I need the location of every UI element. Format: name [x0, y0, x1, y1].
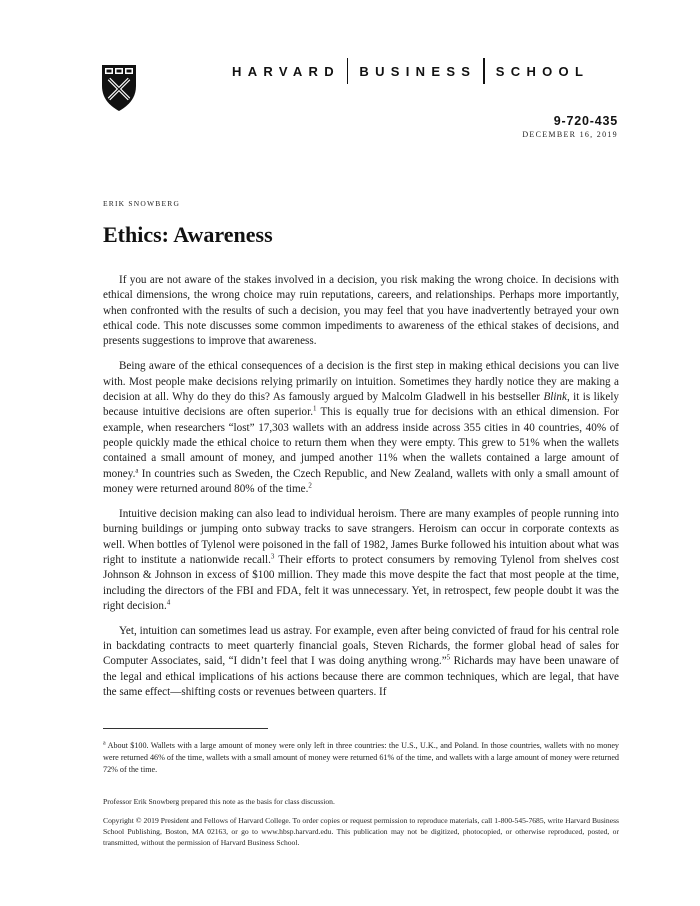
body-paragraph: [103, 273, 619, 350]
masthead-word-2: BUSINESS: [359, 63, 477, 79]
footnote: [103, 740, 619, 776]
footnote-reference: 1: [313, 404, 317, 413]
footnote-reference: a: [135, 465, 139, 474]
footnote-marker: a: [103, 740, 106, 747]
paragraph-text: Richards may have been unaware of the legal and ethical implications of his actions because there are common techniques, which are legal, that have the same effect—shifting costs or revenues between quarters. If: [103, 655, 619, 699]
footnote-reference: 3: [270, 552, 275, 561]
paragraph-text: , it is likely because intuitive decisions are often superior.: [103, 390, 619, 419]
masthead-word-1: HARVARD: [232, 63, 340, 79]
italic-title: Blink: [543, 390, 567, 403]
body-paragraph: [103, 507, 619, 614]
author-name: ERIK SNOWBERG: [103, 199, 181, 208]
body-paragraph: [103, 359, 619, 497]
paragraph-text: If you are not aware of the stakes involved in a decision, you risk making the wrong choice. In decisions with ethical dimensions, the wrong choice may ruin reputations, careers, and relationships. Perhaps more importantly, when confronted with the results of such a decision, you may feel that you have inadvertently betrayed your own ethical code. This note discusses some common impediments to awareness of the ethical stakes of decisions, and presents suggestions to improve that awareness.: [103, 274, 619, 348]
masthead-divider: [483, 58, 485, 84]
document-date: DECEMBER 16, 2019: [522, 130, 618, 139]
paragraph-text: Being aware of the ethical consequences of a decision is the first step in making ethical decisions you can live with. Most people make decisions relying primarily on intuition. Sometimes they hardly notice they are making a decision at all. Why do they do this? As famously argued by Malcolm Gladwell in his bestseller: [103, 360, 619, 403]
paragraph-text: Yet, intuition can sometimes lead us astray. For example, even after being convicted of fraud for his central role in backdating contracts to meet quarterly financial goals, Steven Richards, the former global head of sales for Computer Associates, said, “I didn’t feel that I was doing anything wrong.”: [103, 624, 619, 668]
footnote-reference: 5: [446, 653, 451, 662]
document-number: 9-720-435: [553, 114, 618, 128]
masthead: [232, 58, 589, 84]
harvard-shield-logo: [101, 64, 137, 112]
footnote-reference: 4: [166, 598, 171, 607]
paragraph-text: Their efforts to protect consumers by removing Tylenol from shelves cost Johnson & Johnson in excess of $100 million. They made this move despite the fact that most people at the time, including the directors of the FBI and FDA, felt it was unnecessary. Yet, in retrospect, few people doubt it was the right decision.: [103, 553, 619, 612]
footnote-reference: 2: [308, 481, 312, 490]
prepared-by-note: Professor Erik Snowberg prepared this note as the basis for class discussion.: [103, 797, 335, 806]
paragraph-text: In countries such as Sweden, the Czech Republic, and New Zealand, wallets with only a small amount of money were returned around 80% of the time.: [103, 467, 619, 495]
body-paragraph: [103, 624, 619, 701]
paragraph-text: Intuitive decision making can also lead to individual heroism. There are many examples of people running into burning buildings or jumping onto subway tracks to save strangers. Heroism can occur in corporate contexts as well. When bottles of Tylenol were poisoned in the fall of 1982, James Burke followed his intuition about what was right to institute a nationwide recall.: [103, 507, 619, 566]
footnote-text: About $100. Wallets with a large amount of money were only left in three countries: the U.S., U.K., and Poland. In those countries, wallets with no money were returned 46% of the time, wallets with a small amount of money were returned 61% of the time, and wallets with a large amount of money were returned 72% of the time.: [103, 741, 619, 774]
copyright-notice: Copyright © 2019 President and Fellows of Harvard College. To order copies or request permission to reproduce materials, call 1-800-545-7685, write Harvard Business School Publishing, Boston, MA 02163, or go to www.hbsp.harvard.edu. This publication may not be digitized, photocopied, or otherwise reproduced, posted, or transmitted, without the permission of Harvard Business School.: [103, 816, 619, 847]
paragraph-text: This is equally true for decisions with an ethical dimension. For example, when researchers “lost” 17,303 wallets with an address inside across 355 cities in 40 countries, 40% of people quickly made the ethical choice to return them when they were empty. This grew to 51% when the wallets contained a small amount of money, and jumped another 11% when the wallets contained a large amount of money.: [103, 406, 619, 480]
footnote-rule: [103, 728, 268, 729]
document-body: [103, 273, 619, 710]
masthead-word-3: SCHOOL: [495, 63, 590, 79]
document-title: Ethics: Awareness: [103, 222, 273, 247]
masthead-divider: [347, 58, 349, 84]
